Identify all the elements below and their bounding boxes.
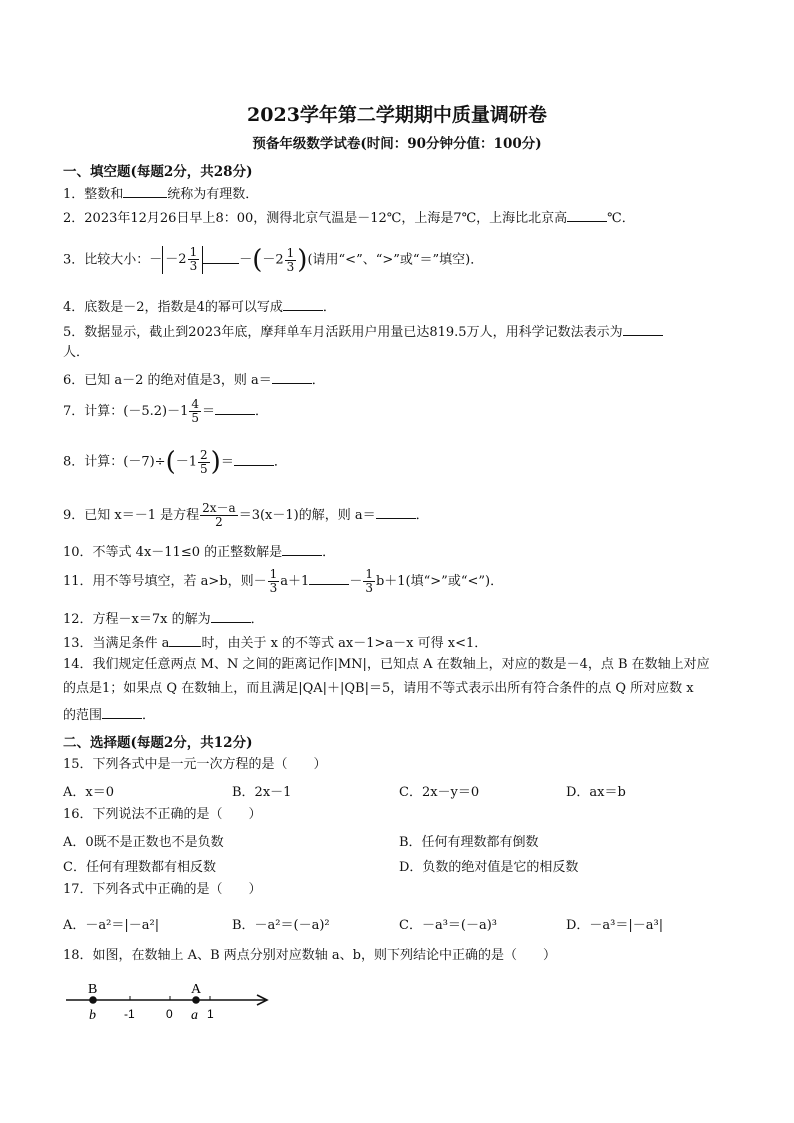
value-b-label: b [89,1008,96,1023]
question-15-option-d[interactable]: D．ax＝b [566,785,626,800]
question-15-option-a[interactable]: A．x＝0 [63,785,114,800]
point-a-dot [192,996,200,1004]
question-14-line-1: 14．我们规定任意两点 M、N 之间的距离记作|MN|，已知点 A 在数轴上，对应的数是－4，点 B 在数轴上对应 [63,657,710,672]
section-2-heading: 二、选择题(每题2分，共12分) [63,735,253,751]
section-1-heading: 一、填空题(每题2分，共28分) [63,164,253,180]
page-subtitle: 预备年级数学试卷(时间：90分钟分值：100分) [252,136,542,152]
tick-label-0: 0 [166,1007,173,1021]
tick-label-1: 1 [207,1007,214,1021]
question-9: 9．已知 x＝－1 是方程 $\frac{2x-a}{2}$ ＝3(x－1)的解，则 a＝ ． [63,501,429,529]
question-13: 13．当满足条件 a 时，由关于 x 的不等式 ax－1>a－x 可得 x<1． [63,632,487,653]
question-14-line-2: 的点是1；如果点 Q 在数轴上，而且满足|QA|＋|QB|＝5，请用不等式表示出所有符合条件的点 Q 所对应数 x [63,681,694,696]
point-a-label: A [191,982,202,997]
question-16-option-d[interactable]: D．负数的绝对值是它的相反数 [399,860,579,875]
page-title: 2023学年第二学期期中质量调研卷 [247,104,547,126]
question-2: 2．2023年12月26日早上8：00，测得北京气温是－12℃，上海是7℃，上海比北京高 ℃． [63,207,635,228]
question-1: 1．整数和 统称为有理数． [63,183,258,204]
question-16-option-b[interactable]: B．任何有理数都有倒数 [399,835,539,850]
question-5: 5．数据显示，截止到2023年底，摩拜单车月活跃用户用量已达819.5万人，用科学记数法表示为 [63,321,663,342]
question-16-option-a[interactable]: A．0既不是正数也不是负数 [63,835,224,850]
question-8: 8．计算：(－7)÷(－1 $\frac{2}{5}$ )＝ ． [63,447,287,477]
question-10: 10．不等式 4x－11≤0 的正整数解是 ． [63,541,335,562]
question-15-option-c[interactable]: C．2x－y＝0 [399,785,480,800]
question-17: 17．下列各式中正确的是（ ） [63,882,262,897]
question-14-line-3: 的范围 ． [63,704,155,725]
question-5-cont: 人． [63,345,90,360]
question-17-option-a[interactable]: A．－a²＝|－a²| [63,918,160,933]
question-16: 16．下列说法不正确的是（ ） [63,807,262,822]
point-b-label: B [88,982,98,997]
question-7: 7．计算：(－5.2)－1 $\frac{4}{5}$ ＝ ． [63,397,269,425]
question-11: 11．用不等号填空，若 a>b，则－ $\frac{1}{3}$ a＋1 － $\frac{1}{3}$ b＋1(填“>”或“<”)． [63,567,504,595]
question-4: 4．底数是－2，指数是4的幂可以写成 ． [63,296,336,317]
question-16-option-c[interactable]: C．任何有理数都有相反数 [63,860,216,875]
question-17-option-d[interactable]: D．－a³＝|－a³| [566,918,664,933]
question-6: 6．已知 a－2 的绝对值是3，则 a＝ ． [63,369,325,390]
question-17-option-b[interactable]: B．－a²＝(－a)² [232,918,330,933]
question-18: 18．如图，在数轴上 A、B 两点分别对应数轴 a、b，则下列结论中正确的是（ ） [63,948,556,963]
question-3: 3．比较大小：－ －2 $\frac{1}{3}$ －(－2 $\frac{1}{3}$ )(请用“<”、“>”或“＝”填空)． [63,245,484,275]
question-15: 15．下列各式中是一元一次方程的是（ ） [63,757,327,772]
question-17-option-c[interactable]: C．－a³＝(－a)³ [399,918,498,933]
question-12: 12．方程－x＝7x 的解为 ． [63,608,264,629]
tick-label-minus-1: -1 [124,1007,135,1021]
value-a-label: a [191,1008,198,1023]
question-15-option-b[interactable]: B．2x－1 [232,785,292,800]
number-line-figure [60,975,280,1025]
point-b-dot [89,996,97,1004]
